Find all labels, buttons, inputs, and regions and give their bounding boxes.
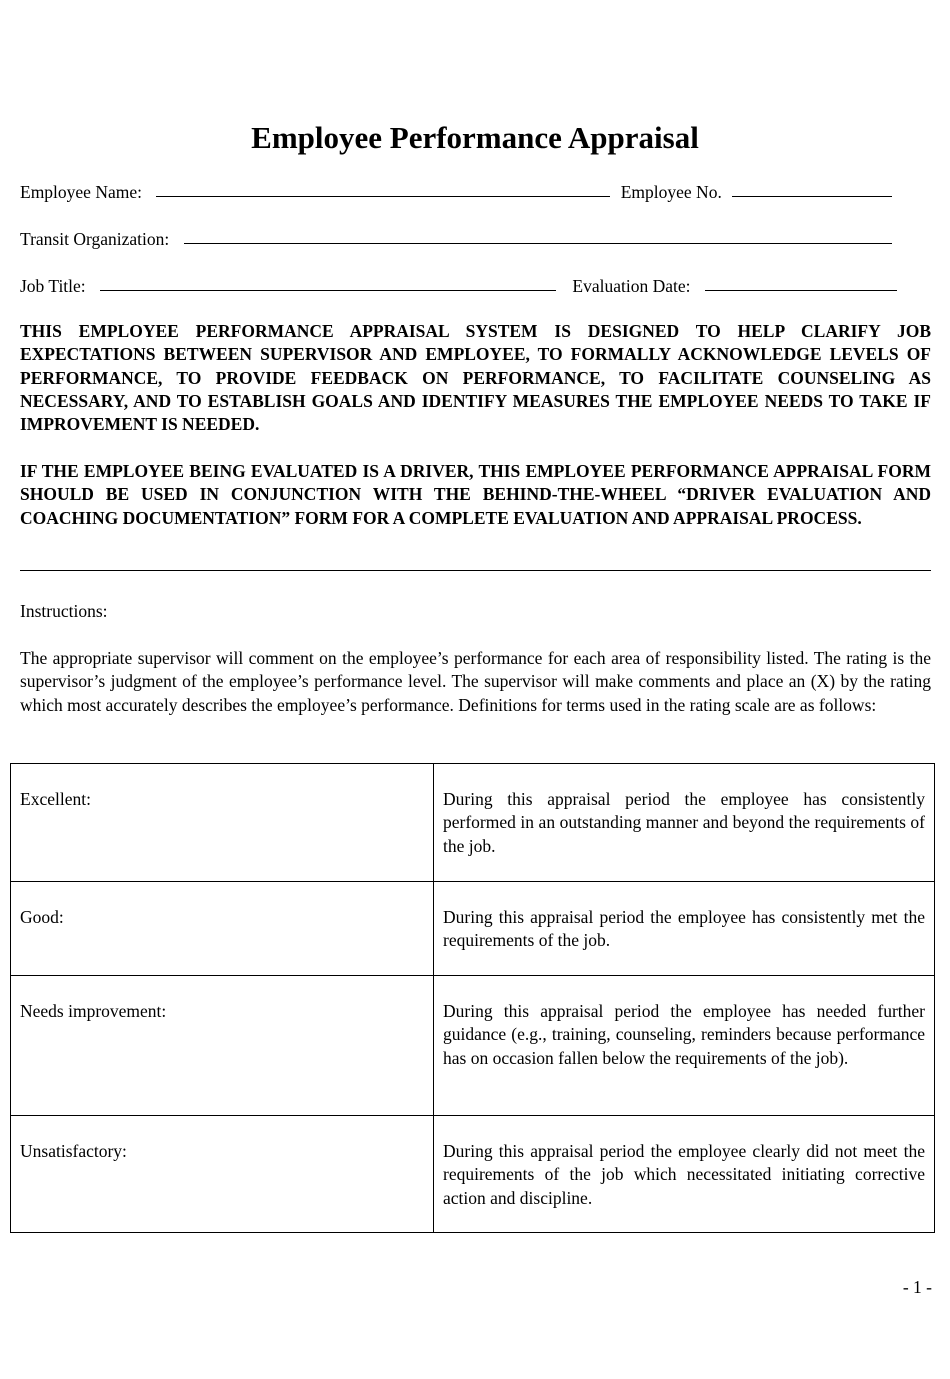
evaluation-date-field[interactable]	[705, 274, 897, 291]
table-row	[11, 764, 935, 882]
page-number: - 1 -	[902, 1277, 932, 1297]
rating-definition: During this appraisal period the employee has consistently performed in an outstanding manner and beyond the requirements of the job.	[434, 764, 935, 882]
rating-term: Excellent:	[11, 764, 434, 882]
rating-definition: During this appraisal period the employee clearly did not meet the requirements of the job which necessitated initiating corrective action and discipline.	[434, 1116, 935, 1233]
rating-term: Needs improvement:	[11, 976, 434, 1116]
table-row	[11, 1116, 935, 1233]
evaluation-date-label: Evaluation Date:	[572, 276, 691, 296]
employee-no-field[interactable]	[732, 180, 892, 197]
job-title-label: Job Title:	[20, 276, 86, 296]
driver-notice: IF THE EMPLOYEE BEING EVALUATED IS A DRIVER, THIS EMPLOYEE PERFORMANCE APPRAISAL FORM SHOULD BE USED IN CONJUNCTION WITH THE BEHIND-THE-WHEEL “DRIVER EVALUATION AND COACHING DOCUMENTATION” FORM FOR A COMPLETE EVALUATION AND APPRAISAL PROCESS.	[20, 461, 931, 528]
employee-name-row	[20, 180, 932, 204]
transit-organization-field[interactable]	[184, 227, 892, 244]
rating-term: Unsatisfactory:	[11, 1116, 434, 1233]
page-title: Employee Performance Appraisal	[251, 120, 699, 155]
instructions-text: The appropriate supervisor will comment on the employee’s performance for each area of responsibility listed. The rating is the supervisor’s judgment of the employee’s performance level. The supervisor will make comments and place an (X) by the rating which most accurately describes the employee’s performance. Definitions for terms used in the rating scale are as follows:	[20, 648, 931, 715]
section-divider	[20, 570, 931, 571]
rating-definition: During this appraisal period the employee has consistently met the requirements of the job.	[434, 882, 935, 976]
job-title-field[interactable]	[100, 274, 556, 291]
transit-organization-label: Transit Organization:	[20, 229, 170, 249]
table-row	[11, 976, 935, 1116]
job-title-row	[20, 274, 932, 298]
rating-term: Good:	[11, 882, 434, 976]
table-row	[11, 882, 935, 976]
employee-no-label: Employee No.	[620, 182, 722, 202]
transit-organization-row	[20, 227, 932, 251]
employee-name-field[interactable]	[156, 180, 610, 197]
employee-name-label: Employee Name:	[20, 182, 142, 202]
rating-scale-table	[10, 763, 935, 1233]
rating-definition: During this appraisal period the employee has needed further guidance (e.g., training, counseling, reminders because performance has on occasion fallen below the requirements of the job).	[434, 976, 935, 1116]
purpose-statement: THIS EMPLOYEE PERFORMANCE APPRAISAL SYSTEM IS DESIGNED TO HELP CLARIFY JOB EXPECTATIONS BETWEEN SUPERVISOR AND EMPLOYEE, TO FORMALLY ACKNOWLEDGE LEVELS OF PERFORMANCE, TO PROVIDE FEEDBACK ON PERFORMANCE, TO FACILITATE COUNSELING AS NECESSARY, AND TO ESTABLISH GOALS AND IDENTIFY MEASURES THE EMPLOYEE NEEDS TO TAKE IF IMPROVEMENT IS NEEDED.	[20, 321, 931, 435]
instructions-heading: Instructions:	[20, 601, 108, 621]
